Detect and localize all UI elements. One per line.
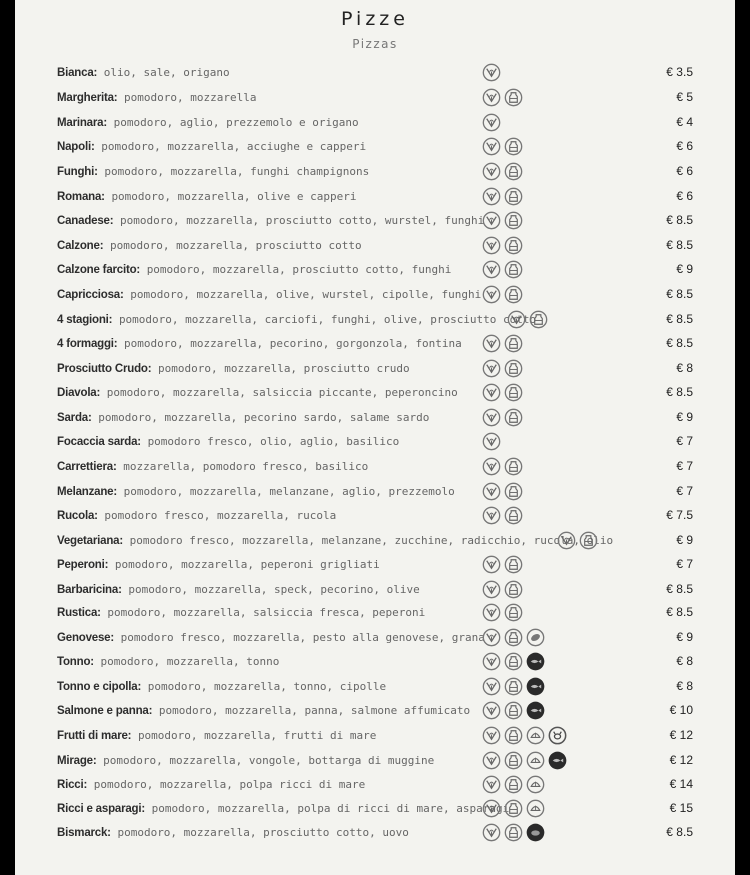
allergen-icons xyxy=(482,260,526,282)
pizza-ingredients: pomodoro, mozzarella, prosciutto cotto xyxy=(109,239,362,252)
pizza-ingredients: pomodoro, mozzarella, melanzane, aglio, prezzemolo xyxy=(123,485,455,498)
dairy-icon xyxy=(504,701,523,720)
allergen-icons xyxy=(482,482,526,504)
pizza-ingredients: pomodoro, mozzarella, prosciutto cotto, funghi xyxy=(146,263,452,276)
dairy-icon xyxy=(504,285,523,304)
pizza-name: Peperoni: xyxy=(57,559,109,571)
pizza-price: € 7.5 xyxy=(666,508,693,522)
pizza-ingredients: pomodoro, mozzarella, peperoni grigliati xyxy=(114,558,380,571)
pizza-name: Genovese: xyxy=(57,632,115,644)
dairy-icon xyxy=(504,359,523,378)
pizza-row xyxy=(15,652,735,674)
molluscs-icon xyxy=(526,751,545,770)
pizza-ingredients: pomodoro fresco, mozzarella, melanzane, zucchine, radicchio, rucola, olio xyxy=(129,534,614,547)
dairy-icon xyxy=(504,652,523,671)
pizza-row xyxy=(15,187,735,209)
pizza-description xyxy=(57,485,455,499)
pizza-name: Prosciutto Crudo: xyxy=(57,363,152,375)
molluscs-icon xyxy=(526,799,545,818)
pizza-price: € 8.5 xyxy=(666,312,693,326)
pizza-price: € 6 xyxy=(676,189,693,203)
dairy-icon xyxy=(504,211,523,230)
dairy-icon xyxy=(504,162,523,181)
vegetarian-icon xyxy=(482,482,501,501)
vegetarian-icon xyxy=(482,408,501,427)
pizza-price: € 7 xyxy=(676,459,693,473)
pizza-name: Sarda: xyxy=(57,412,92,424)
pizza-description xyxy=(57,288,481,302)
dairy-icon xyxy=(504,383,523,402)
pizza-ingredients: pomodoro fresco, olio, aglio, basilico xyxy=(147,435,400,448)
vegetarian-icon xyxy=(482,260,501,279)
vegetarian-icon xyxy=(482,334,501,353)
pizza-price: € 7 xyxy=(676,557,693,571)
pizza-description xyxy=(57,778,365,792)
nuts-icon xyxy=(526,628,545,647)
dairy-icon xyxy=(504,603,523,622)
pizza-ingredients: pomodoro, mozzarella, prosciutto cotto, wurstel, funghi xyxy=(120,214,485,227)
allergen-icons xyxy=(482,432,504,454)
fish-icon xyxy=(526,652,545,671)
pizza-ingredients: pomodoro, mozzarella, pecorino, gorgonzola, fontina xyxy=(124,337,462,350)
pizza-row xyxy=(15,285,735,307)
pizza-row xyxy=(15,799,735,821)
pizza-row xyxy=(15,310,735,332)
pizza-name: Frutti di mare: xyxy=(57,730,132,742)
dairy-icon xyxy=(504,775,523,794)
pizza-ingredients: pomodoro, mozzarella, speck, pecorino, olive xyxy=(128,583,420,596)
pizza-row xyxy=(15,162,735,184)
pizza-price: € 8.5 xyxy=(666,605,693,619)
allergen-icons xyxy=(482,506,526,528)
pizza-description xyxy=(57,583,420,597)
pizza-row xyxy=(15,751,735,773)
vegetarian-icon xyxy=(482,701,501,720)
allergen-icons xyxy=(482,751,570,773)
pizza-row xyxy=(15,260,735,282)
vegetarian-icon xyxy=(482,628,501,647)
pizza-description xyxy=(57,802,509,816)
allergen-icons xyxy=(482,628,548,650)
pizza-price: € 15 xyxy=(669,801,693,815)
pizza-description xyxy=(57,435,399,449)
pizza-ingredients: pomodoro, mozzarella, pecorino sardo, salame sardo xyxy=(98,411,430,424)
pizza-price: € 3.5 xyxy=(666,65,693,79)
pizza-description xyxy=(57,606,425,620)
pizza-name: Capricciosa: xyxy=(57,289,124,301)
pizza-price: € 4 xyxy=(676,115,693,129)
pizza-row xyxy=(15,236,735,258)
allergen-icons xyxy=(482,285,526,307)
dairy-icon xyxy=(504,506,523,525)
pizza-name: Carrettiera: xyxy=(57,461,117,473)
pizza-row xyxy=(15,555,735,577)
pizza-name: Barbaricina: xyxy=(57,584,122,596)
pizza-ingredients: pomodoro, mozzarella, salsiccia fresca, peperoni xyxy=(107,606,426,619)
pizza-description xyxy=(57,558,380,572)
pizza-ingredients: pomodoro, mozzarella xyxy=(124,91,257,104)
allergen-icons xyxy=(482,408,526,430)
pizza-name: Vegetariana: xyxy=(57,535,123,547)
vegetarian-icon xyxy=(482,383,501,402)
pizza-description xyxy=(57,826,409,840)
allergen-icons xyxy=(482,211,526,233)
allergen-icons xyxy=(482,701,548,723)
pizza-price: € 14 xyxy=(669,777,693,791)
vegetarian-icon xyxy=(482,457,501,476)
dairy-icon xyxy=(504,408,523,427)
pizza-price: € 9 xyxy=(676,630,693,644)
dairy-icon xyxy=(504,628,523,647)
pizza-name: Margherita: xyxy=(57,92,118,104)
dairy-icon xyxy=(504,580,523,599)
molluscs-icon xyxy=(526,775,545,794)
pizza-price: € 9 xyxy=(676,533,693,547)
vegetarian-icon xyxy=(482,677,501,696)
pizza-price: € 10 xyxy=(669,703,693,717)
vegetarian-icon xyxy=(482,359,501,378)
pizza-name: Romana: xyxy=(57,191,105,203)
vegetarian-icon xyxy=(482,555,501,574)
allergen-icons xyxy=(482,383,526,405)
dairy-icon xyxy=(504,823,523,842)
egg-icon xyxy=(526,823,545,842)
pizza-ingredients: pomodoro, mozzarella, funghi champignons xyxy=(104,165,370,178)
pizza-ingredients: pomodoro, mozzarella, olive, wurstel, cipolle, funghi xyxy=(130,288,482,301)
pizza-price: € 8.5 xyxy=(666,213,693,227)
allergen-icons xyxy=(482,236,526,258)
pizza-price: € 8.5 xyxy=(666,582,693,596)
pizza-ingredients: pomodoro, mozzarella, acciughe e capperi xyxy=(101,140,367,153)
pizza-name: Tonno: xyxy=(57,656,94,668)
vegan-icon xyxy=(482,432,501,451)
molluscs-icon xyxy=(526,726,545,745)
pizza-name: Mirage: xyxy=(57,755,97,767)
allergen-icons xyxy=(482,555,526,577)
fish-icon xyxy=(548,751,567,770)
pizza-price: € 5 xyxy=(676,90,693,104)
pizza-price: € 7 xyxy=(676,434,693,448)
dairy-icon xyxy=(504,799,523,818)
pizza-name: Ricci: xyxy=(57,779,88,791)
vegetarian-icon xyxy=(482,236,501,255)
pizza-row xyxy=(15,506,735,528)
pizza-name: Napoli: xyxy=(57,141,95,153)
pizza-description xyxy=(57,655,279,669)
dairy-icon xyxy=(504,482,523,501)
vegetarian-icon xyxy=(482,726,501,745)
allergen-icons xyxy=(482,603,526,625)
pizza-name: Focaccia sarda: xyxy=(57,436,141,448)
dairy-icon xyxy=(504,677,523,696)
pizza-ingredients: pomodoro, mozzarella, carciofi, funghi, olive, prosciutto cotto xyxy=(118,313,537,326)
dairy-icon xyxy=(504,187,523,206)
vegetarian-icon xyxy=(482,775,501,794)
pizza-price: € 8.5 xyxy=(666,385,693,399)
dairy-icon xyxy=(504,751,523,770)
pizza-description xyxy=(57,729,376,743)
pizza-name: Salmone e panna: xyxy=(57,705,153,717)
pizza-name: Canadese: xyxy=(57,215,114,227)
pizza-ingredients: pomodoro, mozzarella, panna, salmone affumicato xyxy=(158,704,471,717)
allergen-icons xyxy=(482,137,526,159)
pizza-description xyxy=(57,754,434,768)
pizza-name: 4 stagioni: xyxy=(57,314,113,326)
pizza-ingredients: pomodoro, mozzarella, prosciutto cotto, uovo xyxy=(117,826,409,839)
pizza-description xyxy=(57,680,386,694)
pizza-description xyxy=(57,534,613,548)
pizza-price: € 8 xyxy=(676,361,693,375)
dairy-icon xyxy=(504,457,523,476)
allergen-icons xyxy=(557,531,601,553)
allergen-icons xyxy=(482,359,526,381)
pizza-description xyxy=(57,631,485,645)
pizza-ingredients: pomodoro fresco, mozzarella, rucola xyxy=(104,509,337,522)
pizza-price: € 9 xyxy=(676,410,693,424)
vegetarian-icon xyxy=(507,310,526,329)
allergen-icons xyxy=(482,113,504,135)
pizza-row xyxy=(15,359,735,381)
pizza-ingredients: pomodoro, mozzarella, olive e capperi xyxy=(111,190,357,203)
pizza-price: € 8.5 xyxy=(666,238,693,252)
pizza-row xyxy=(15,580,735,602)
pizza-ingredients: pomodoro fresco, mozzarella, pesto alla genovese, grana xyxy=(120,631,485,644)
pizza-ingredients: mozzarella, pomodoro fresco, basilico xyxy=(123,460,369,473)
allergen-icons xyxy=(482,580,526,602)
allergen-icons xyxy=(482,162,526,184)
pizza-description xyxy=(57,91,257,105)
vegetarian-icon xyxy=(482,285,501,304)
pizza-description xyxy=(57,362,410,376)
fish-icon xyxy=(526,701,545,720)
pizza-description xyxy=(57,190,356,204)
pizza-name: Diavola: xyxy=(57,387,101,399)
allergen-icons xyxy=(482,677,548,699)
pizza-name: Marinara: xyxy=(57,117,107,129)
pizza-ingredients: pomodoro, aglio, prezzemolo e origano xyxy=(113,116,359,129)
pizza-description xyxy=(57,386,458,400)
pizza-row xyxy=(15,408,735,430)
pizza-price: € 7 xyxy=(676,484,693,498)
pizza-description xyxy=(57,460,368,474)
pizza-row xyxy=(15,63,735,85)
pizza-description xyxy=(57,704,470,718)
pizza-description xyxy=(57,165,369,179)
dairy-icon xyxy=(504,726,523,745)
pizza-row xyxy=(15,677,735,699)
pizza-name: Calzone farcito: xyxy=(57,264,141,276)
pizza-ingredients: pomodoro, mozzarella, tonno, cipolle xyxy=(147,680,387,693)
pizza-row xyxy=(15,726,735,748)
pizza-row xyxy=(15,334,735,356)
vegetarian-icon xyxy=(482,88,501,107)
vegetarian-icon xyxy=(482,506,501,525)
pizza-description xyxy=(57,509,336,523)
pizza-price: € 6 xyxy=(676,139,693,153)
page-title: Pizze xyxy=(341,8,409,30)
vegetarian-icon xyxy=(482,652,501,671)
pizza-name: Calzone: xyxy=(57,240,104,252)
pizza-price: € 9 xyxy=(676,262,693,276)
pizza-row xyxy=(15,432,735,454)
fish-icon xyxy=(526,677,545,696)
allergen-icons xyxy=(482,63,504,85)
pizza-price: € 8 xyxy=(676,654,693,668)
vegetarian-icon xyxy=(557,531,576,550)
dairy-icon xyxy=(579,531,598,550)
allergen-icons xyxy=(482,187,526,209)
pizza-row xyxy=(15,113,735,135)
pizza-ingredients: pomodoro, mozzarella, salsiccia piccante, peperoncino xyxy=(106,386,458,399)
pizza-row xyxy=(15,628,735,650)
pizza-name: Melanzane: xyxy=(57,486,117,498)
pizza-description xyxy=(57,263,451,277)
pizza-row xyxy=(15,211,735,233)
allergen-icons xyxy=(482,775,548,797)
pizza-ingredients: pomodoro, mozzarella, tonno xyxy=(100,655,280,668)
pizza-row xyxy=(15,701,735,723)
dairy-icon xyxy=(504,334,523,353)
pizza-name: Rucola: xyxy=(57,510,98,522)
pizza-ingredients: pomodoro, mozzarella, vongole, bottarga di muggine xyxy=(103,754,435,767)
pizza-description xyxy=(57,411,429,425)
pizza-row xyxy=(15,137,735,159)
pizza-row xyxy=(15,823,735,845)
vegan-icon xyxy=(482,63,501,82)
pizza-name: Rustica: xyxy=(57,607,101,619)
vegetarian-icon xyxy=(482,799,501,818)
pizza-price: € 8.5 xyxy=(666,336,693,350)
allergen-icons xyxy=(482,652,548,674)
vegetarian-icon xyxy=(482,211,501,230)
pizza-description xyxy=(57,313,536,327)
pizza-name: Ricci e asparagi: xyxy=(57,803,146,815)
vegetarian-icon xyxy=(482,187,501,206)
vegetarian-icon xyxy=(482,751,501,770)
pizza-price: € 12 xyxy=(669,728,693,742)
pizza-row xyxy=(15,482,735,504)
pizza-description xyxy=(57,66,230,80)
pizza-ingredients: pomodoro, mozzarella, frutti di mare xyxy=(137,729,377,742)
allergen-icons xyxy=(482,799,548,821)
allergen-icons xyxy=(482,823,548,845)
allergen-icons xyxy=(482,334,526,356)
pizza-ingredients: pomodoro, mozzarella, polpa ricci di mare xyxy=(93,778,366,791)
allergen-icons xyxy=(482,457,526,479)
page-subtitle: Pizzas xyxy=(352,37,398,51)
pizza-price: € 12 xyxy=(669,753,693,767)
vegetarian-icon xyxy=(482,137,501,156)
allergen-icons xyxy=(507,310,551,332)
vegetarian-icon xyxy=(482,603,501,622)
pizza-name: 4 formaggi: xyxy=(57,338,118,350)
pizza-row xyxy=(15,531,735,553)
pizza-ingredients: pomodoro, mozzarella, polpa di ricci di mare, asparagi xyxy=(151,802,510,815)
pizza-name: Bismarck: xyxy=(57,827,111,839)
pizza-description xyxy=(57,140,366,154)
pizza-row xyxy=(15,383,735,405)
pizza-price: € 8.5 xyxy=(666,287,693,301)
pizza-description xyxy=(57,337,462,351)
pizza-description xyxy=(57,116,359,130)
allergen-icons xyxy=(482,88,526,110)
pizza-name: Funghi: xyxy=(57,166,98,178)
pizza-description xyxy=(57,214,484,228)
pizza-price: € 8.5 xyxy=(666,825,693,839)
pizza-ingredients: pomodoro, mozzarella, prosciutto crudo xyxy=(157,362,410,375)
dairy-icon xyxy=(504,236,523,255)
dairy-icon xyxy=(504,555,523,574)
dairy-icon xyxy=(504,88,523,107)
menu-page xyxy=(15,0,735,875)
pizza-row xyxy=(15,457,735,479)
dairy-icon xyxy=(504,137,523,156)
vegetarian-icon xyxy=(482,580,501,599)
pizza-ingredients: olio, sale, origano xyxy=(103,66,230,79)
vegetarian-icon xyxy=(482,162,501,181)
crustaceans-icon xyxy=(548,726,567,745)
pizza-name: Tonno e cipolla: xyxy=(57,681,142,693)
pizza-row xyxy=(15,603,735,625)
vegetarian-icon xyxy=(482,823,501,842)
pizza-description xyxy=(57,239,362,253)
dairy-icon xyxy=(529,310,548,329)
pizza-row xyxy=(15,775,735,797)
pizza-price: € 6 xyxy=(676,164,693,178)
pizza-row xyxy=(15,88,735,110)
pizza-name: Bianca: xyxy=(57,67,98,79)
allergen-icons xyxy=(482,726,570,748)
dairy-icon xyxy=(504,260,523,279)
vegan-icon xyxy=(482,113,501,132)
pizza-price: € 8 xyxy=(676,679,693,693)
